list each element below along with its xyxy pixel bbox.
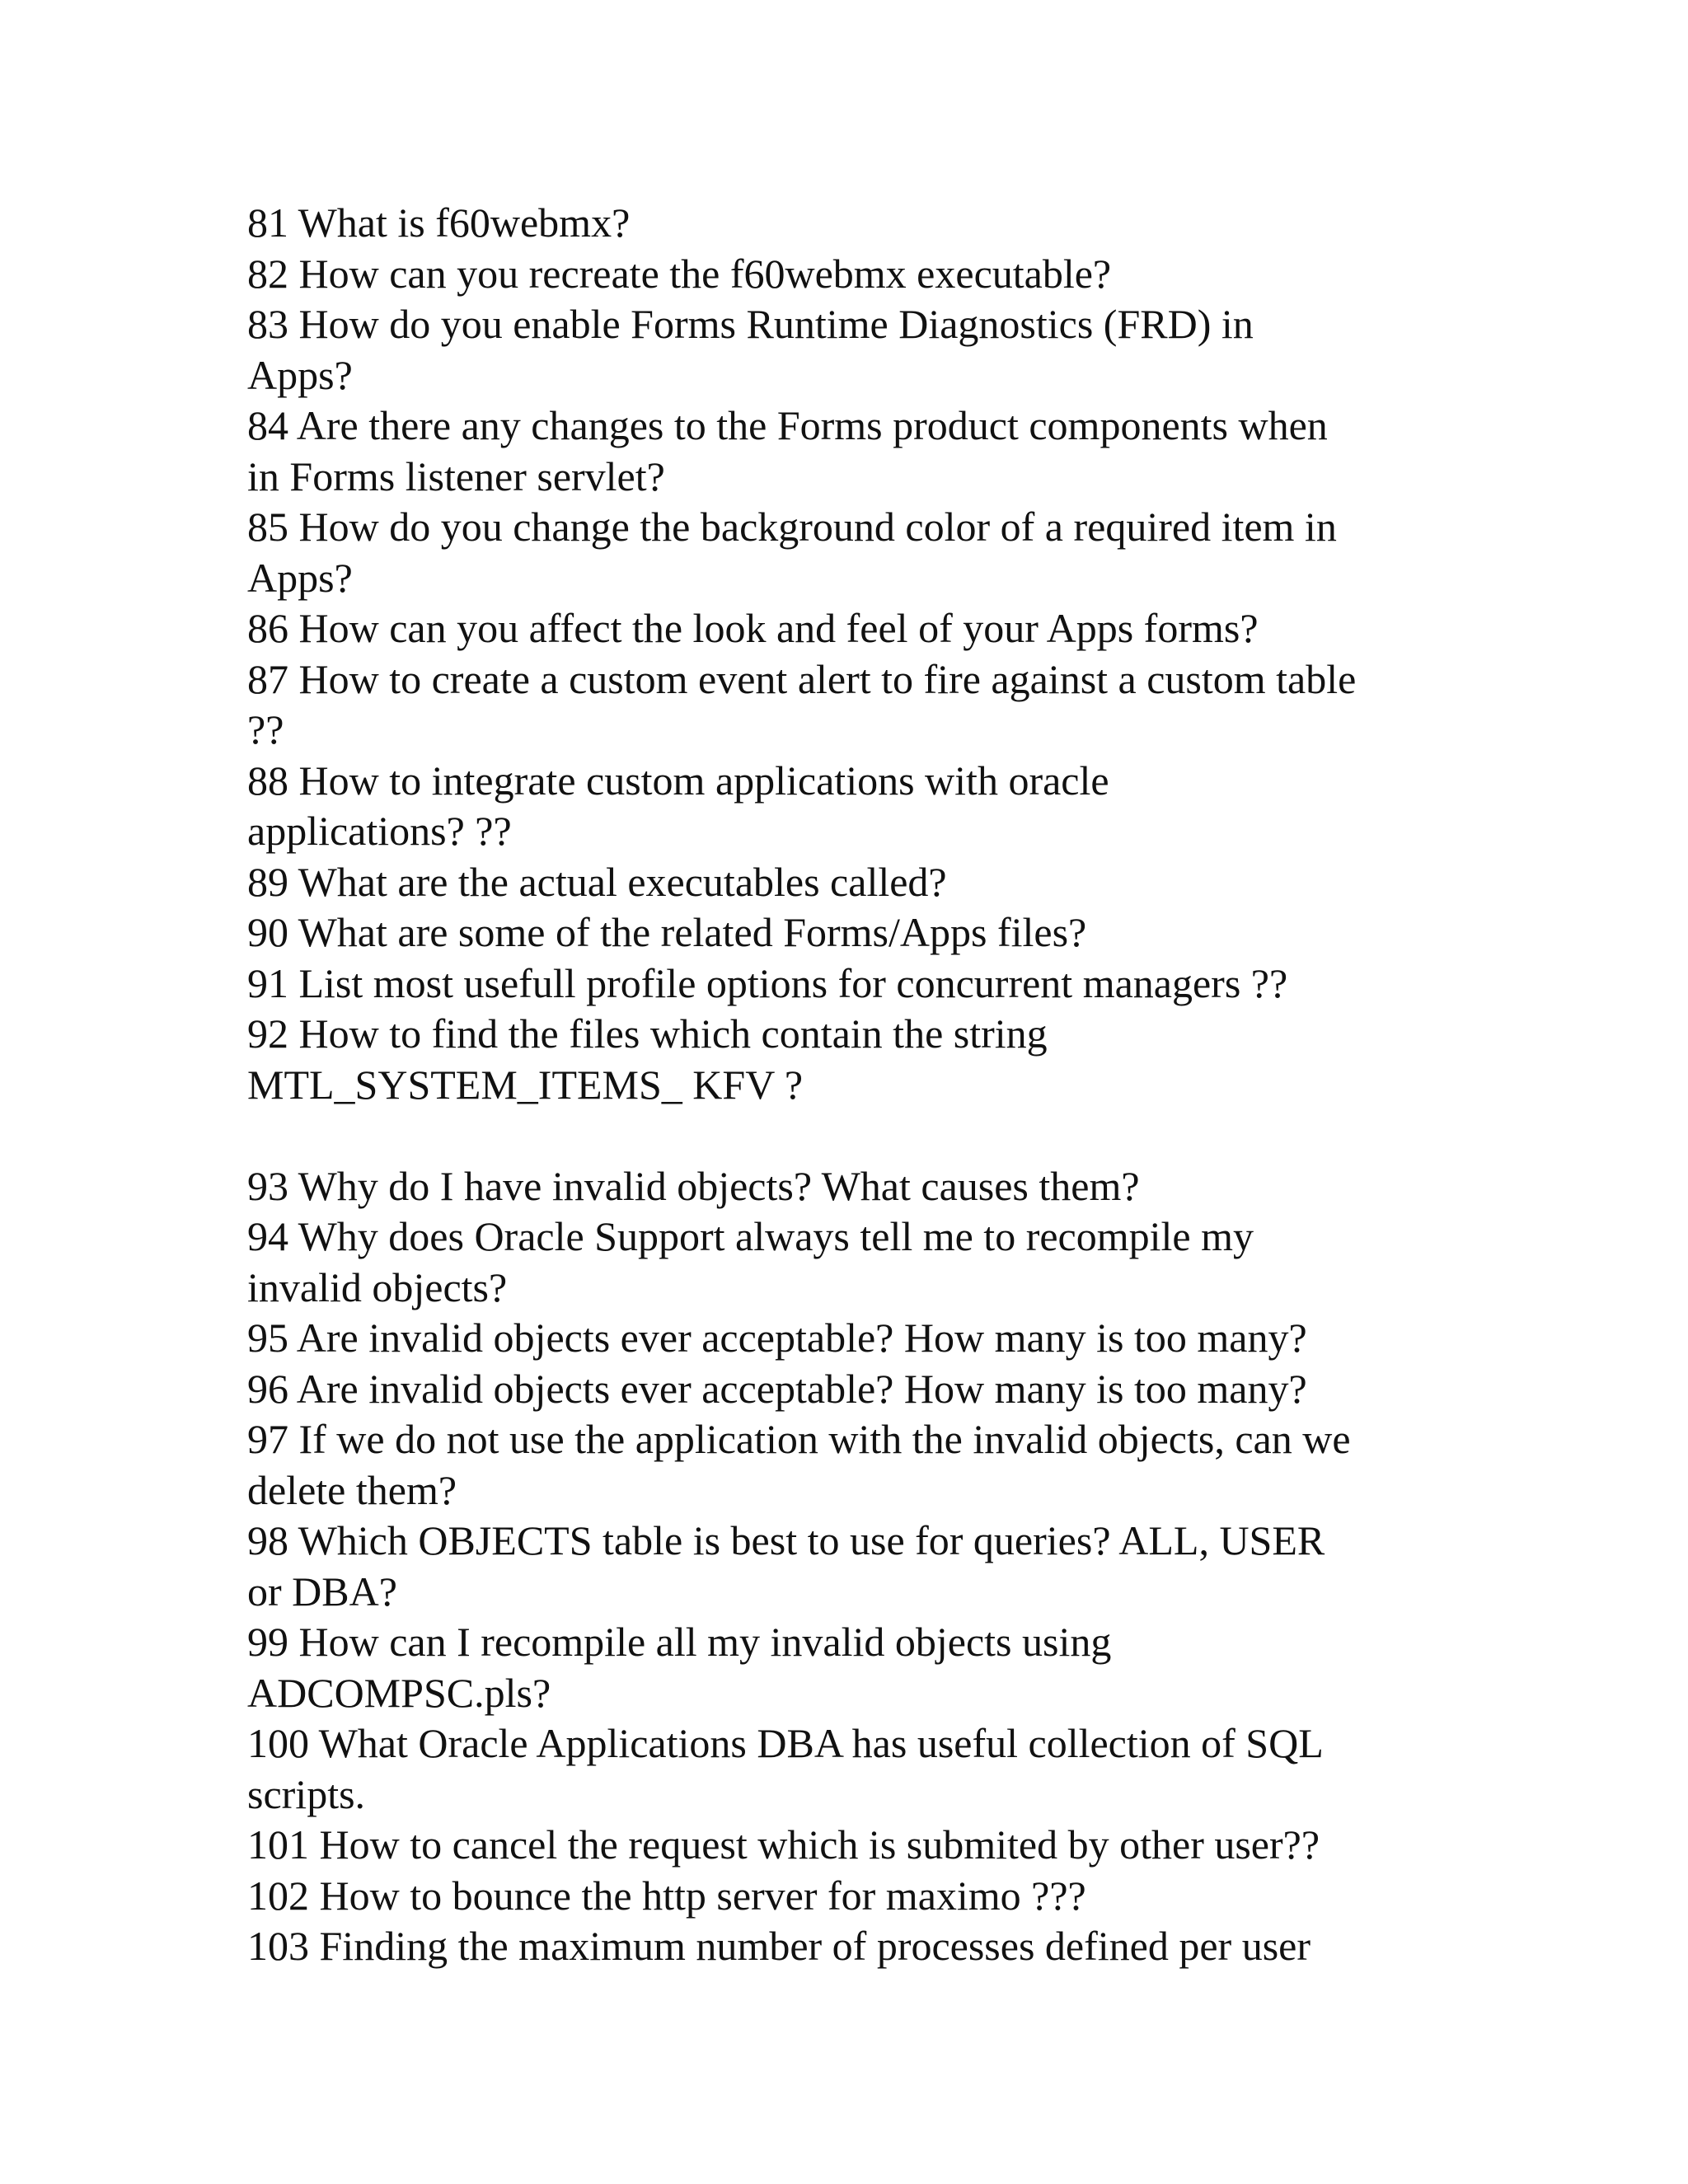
text-line: 101 How to cancel the request which is submited by other user?? bbox=[247, 1821, 1320, 1868]
text-line: 84 Are there any changes to the Forms product components when bbox=[247, 402, 1328, 448]
text-line: invalid objects? bbox=[247, 1263, 508, 1310]
text-line: Apps? bbox=[247, 351, 353, 398]
text-line: 81 What is f60webmx? bbox=[247, 199, 631, 246]
text-line: 88 How to integrate custom applications with oracle bbox=[247, 757, 1109, 804]
text-line: or DBA? bbox=[247, 1568, 397, 1615]
text-line: 96 Are invalid objects ever acceptable? How many is too many? bbox=[247, 1365, 1307, 1412]
question-list bbox=[247, 198, 1467, 1972]
text-line: 87 How to create a custom event alert to fire against a custom table bbox=[247, 655, 1357, 702]
text-line: 94 Why does Oracle Support always tell me to recompile my bbox=[247, 1213, 1254, 1259]
text-line: ADCOMPSC.pls? bbox=[247, 1669, 551, 1716]
text-line: Apps? bbox=[247, 554, 353, 601]
text-line: 83 How do you enable Forms Runtime Diagnostics (FRD) in bbox=[247, 301, 1254, 347]
text-line: 102 How to bounce the http server for maximo ??? bbox=[247, 1872, 1086, 1919]
text-line: 99 How can I recompile all my invalid objects using bbox=[247, 1619, 1112, 1665]
text-line: 89 What are the actual executables called? bbox=[247, 858, 947, 905]
text-line: 95 Are invalid objects ever acceptable? How many is too many? bbox=[247, 1315, 1307, 1361]
text-line: 90 What are some of the related Forms/Apps files? bbox=[247, 909, 1087, 955]
text-line: 85 How do you change the background color of a required item in bbox=[247, 504, 1337, 550]
text-line: ?? bbox=[247, 706, 284, 752]
text-line: delete them? bbox=[247, 1466, 457, 1513]
text-line: 93 Why do I have invalid objects? What causes them? bbox=[247, 1162, 1140, 1209]
text-line: scripts. bbox=[247, 1770, 366, 1817]
text-line: 98 Which OBJECTS table is best to use for queries? ALL, USER bbox=[247, 1517, 1325, 1563]
text-line: 82 How can you recreate the f60webmx executable? bbox=[247, 250, 1112, 297]
text-line: 100 What Oracle Applications DBA has useful collection of SQL bbox=[247, 1720, 1324, 1766]
text-line: 103 Finding the maximum number of processes defined per user bbox=[247, 1923, 1311, 1969]
text-line: 92 How to find the files which contain the string bbox=[247, 1010, 1048, 1057]
text-line: 91 List most usefull profile options for concurrent managers ?? bbox=[247, 959, 1288, 1006]
blank-line bbox=[247, 1110, 1467, 1161]
text-line: 86 How can you affect the look and feel of your Apps forms? bbox=[247, 605, 1259, 651]
text-line: in Forms listener servlet? bbox=[247, 452, 665, 499]
text-line: 97 If we do not use the application with the invalid objects, can we bbox=[247, 1416, 1351, 1462]
text-line: applications? ?? bbox=[247, 808, 512, 854]
text-line: MTL_SYSTEM_ITEMS_ KFV ? bbox=[247, 1061, 804, 1108]
